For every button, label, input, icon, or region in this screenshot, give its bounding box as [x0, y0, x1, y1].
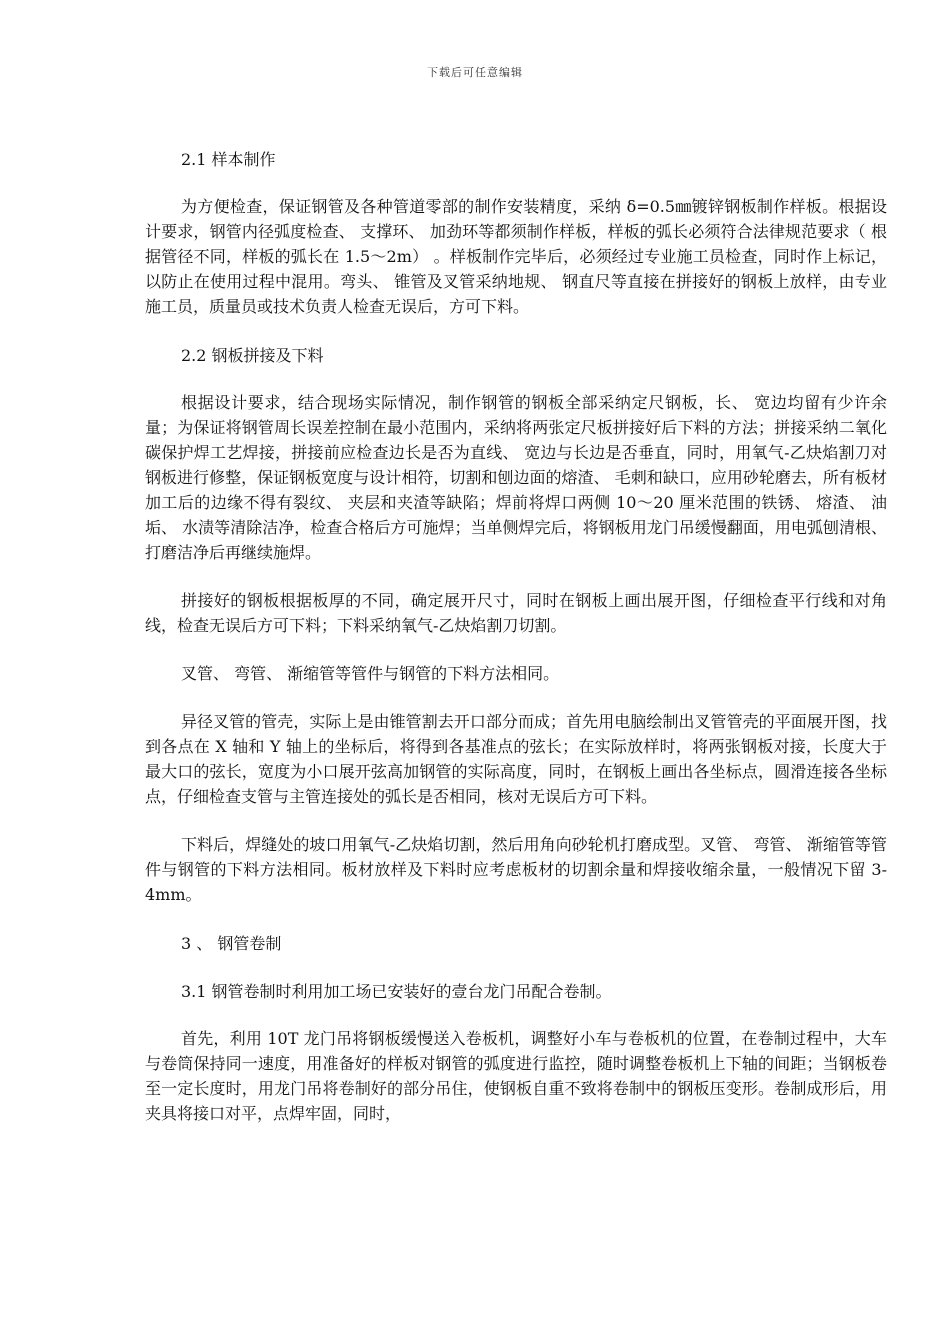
paragraph-unfolding: 拼接好的钢板根据板厚的不同，确定展开尺寸，同时在钢板上画出展开图，仔细检查平行线和对角线，检查无误后方可下料；下料采纳氧气-乙炔焰割刀切割。 — [145, 591, 887, 635]
section-heading-2-1: 2.1 样本制作 — [181, 150, 276, 169]
paragraph-after-cutting: 下料后，焊缝处的坡口用氧气-乙炔焰切割，然后用角向砂轮机打磨成型。叉管、 弯管、 渐缩管等管件与钢管的下料方法相同。板材放样及下料时应考虑板材的切割余量和焊接收缩余量，一般情况下留 3-4mm。 — [145, 835, 887, 904]
section-heading-3: 3 、 钢管卷制 — [181, 934, 282, 953]
section-heading-3-1: 3.1 钢管卷制时利用加工场已安装好的壹台龙门吊配合卷制。 — [181, 982, 612, 1001]
section-heading-2-2: 2.2 钢板拼接及下料 — [181, 346, 324, 365]
paragraph-sample-making: 为方便检查，保证钢管及各种管道零部的制作安装精度，采纳 δ=0.5㎜镀锌钢板制作样板。根据设计要求，钢管内径弧度检查、 支撑环、 加劲环等都须制作样板，样板的弧长必须符合法律规范要求（ 根据管径不同，样板的弧长在 1.5～2m） 。样板制作完毕后，必须经过专业施工员检查，同时作上标记，以防止在使用过程中混用。弯头、 锥管及叉管采纳地规、 钢直尺等直接在拼接好的钢板上放样，由专业施工员，质量员或技术负责人检查无误后，方可下料。 — [145, 197, 887, 316]
document-body — [145, 146, 887, 1126]
paragraph-branch-pipe: 异径叉管的管壳，实际上是由锥管割去开口部分而成；首先用电脑绘制出叉管管壳的平面展开图，找到各点在 X 轴和 Y 轴上的坐标后，将得到各基准点的弦长；在实际放样时，将两张钢板对接，长度大于最大口的弦长，宽度为小口展开弦高加钢管的实际高度，同时，在钢板上画出各坐标点，圆滑连接各坐标点，仔细检查支管与主管连接处的弧长是否相同，核对无误后方可下料。 — [145, 712, 887, 806]
page-header: 下载后可任意编辑 — [427, 66, 523, 79]
paragraph-fittings: 叉管、 弯管、 渐缩管等管件与钢管的下料方法相同。 — [181, 664, 560, 683]
paragraph-plate-splicing: 根据设计要求，结合现场实际情况，制作钢管的钢板全部采纳定尺钢板，长、 宽边均留有少许余量；为保证将钢管周长误差控制在最小范围内，采纳将两张定尺板拼接好后下料的方法；拼接采纳二氧化碳保护焊工艺焊接，拼接前应检查边长是否为直线、 宽边与长边是否垂直，同时，用氧气-乙炔焰割刀对钢板进行修整，保证钢板宽度与设计相符，切割和刨边面的熔渣、 毛刺和缺口，应用砂轮磨去，所有板材加工后的边缘不得有裂纹、 夹层和夹渣等缺陷；焊前将焊口两侧 10～20 厘米范围的铁锈、 熔渣、 油垢、 水渍等清除洁净，检查合格后方可施焊；当单侧焊完后，将钢板用龙门吊缓慢翻面，用电弧刨清根、 打磨洁净后再继续施焊。 — [145, 393, 887, 562]
paragraph-rolling: 首先，利用 10T 龙门吊将钢板缓慢送入卷板机，调整好小车与卷板机的位置，在卷制过程中，大车与卷筒保持同一速度，用准备好的样板对钢管的弧度进行监控，随时调整卷板机上下轴的间距；当钢板卷至一定长度时，用龙门吊将卷制好的部分吊住，使钢板自重不致将卷制中的钢板压变形。卷制成形后，用夹具将接口对平，点焊牢固，同时， — [145, 1029, 887, 1123]
